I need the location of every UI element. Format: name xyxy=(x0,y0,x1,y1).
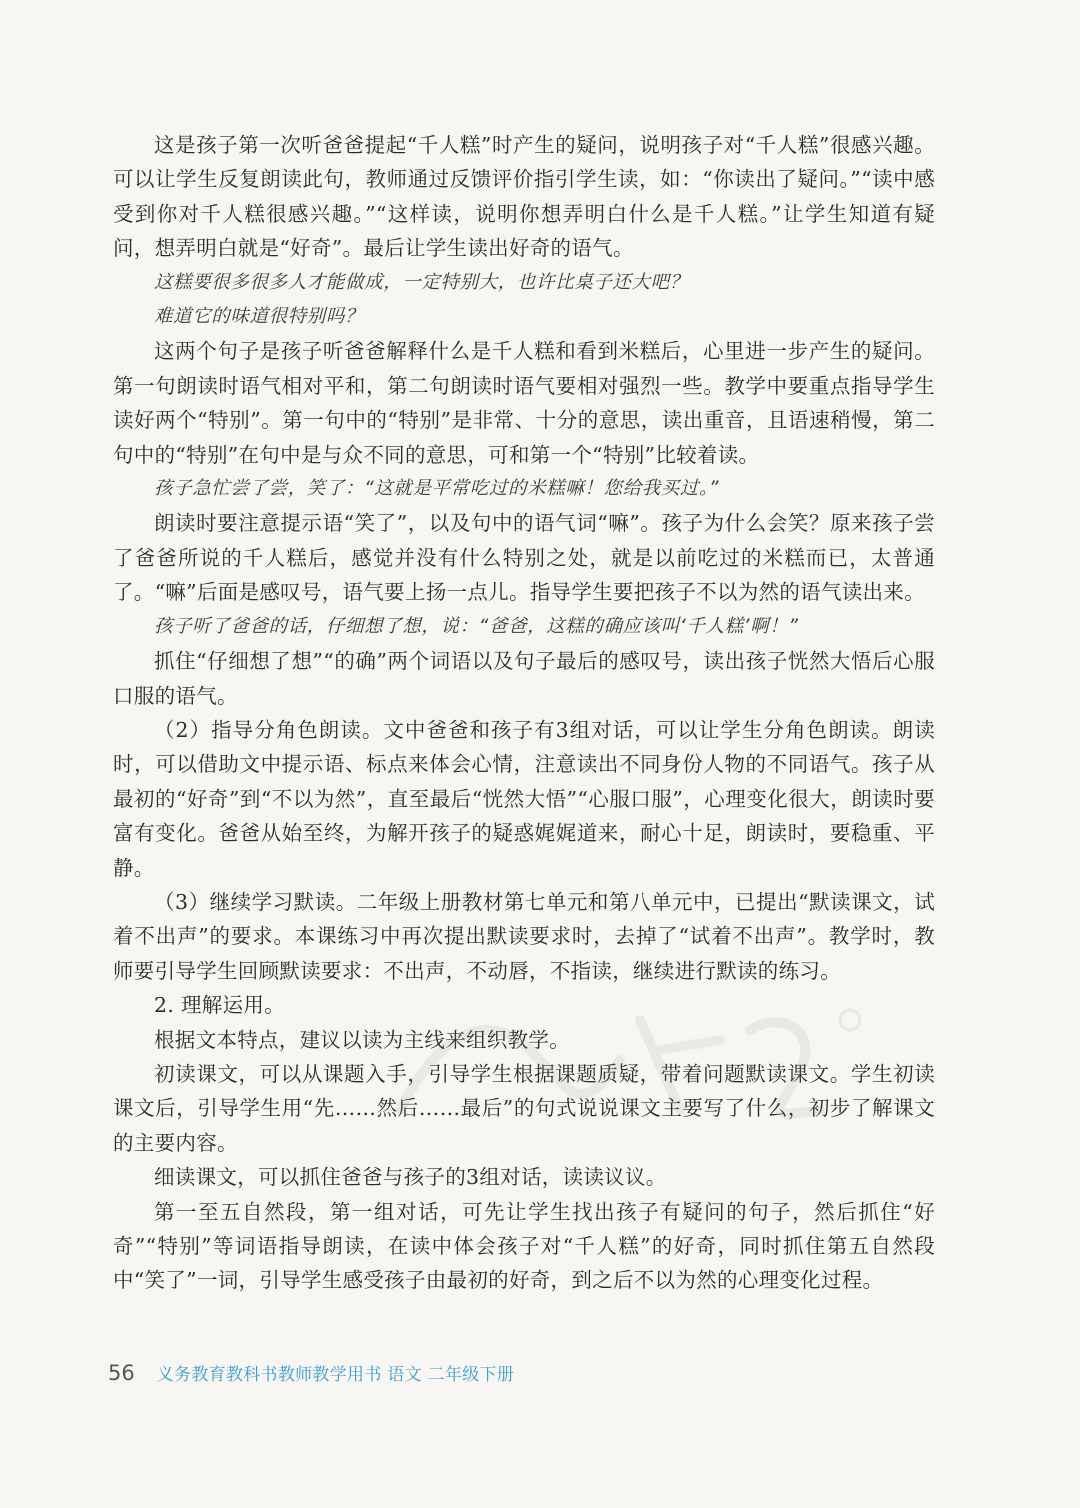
quoted-sentence: 孩子听了爸爸的话，仔细想了想，说：“爸爸，这糕的确应该叫‘千人糕’啊！” xyxy=(154,615,799,637)
quoted-sentence: 这糕要很多很多人才能做成，一定特别大，也许比桌子还大吧？ xyxy=(154,271,689,293)
book-title: 义务教育教科书教师教学用书 语文 二年级下册 xyxy=(156,1365,515,1385)
page-number: 56 xyxy=(108,1361,135,1385)
paragraph: （2）指导分角色朗读。文中爸爸和孩子有3组对话，可以让学生分角色朗读。朗读时，可以借助文中提示语、标点来体会心情，注意读出不同身份人物的不同语气。孩子从最初的“好奇”到“不以为然”，直至最后“恍然大悟”“心服口服”，心理变化很大，朗读时要富有变化。爸爸从始至终，为解开孩子的疑惑娓娓道来，耐心十足，朗读时，要稳重、平静。 xyxy=(113,717,935,880)
section-heading: 2. 理解运用。 xyxy=(154,993,285,1018)
paragraph: 朗读时要注意提示语“笑了”，以及句中的语气词“嘛”。孩子为什么会笑？原来孩子尝了爸爸所说的千人糕后，感觉并没有什么特别之处，就是以前吃过的米糕而已，太普通了。“嘛”后面是感叹号，语气要上扬一点儿。指导学生要把孩子不以为然的语气读出来。 xyxy=(113,511,935,605)
paragraph: 细读课文，可以抓住爸爸与孩子的3组对话，读读议议。 xyxy=(154,1165,667,1190)
quoted-sentence: 难道它的味道很特别吗？ xyxy=(154,306,365,328)
paragraph: （3）继续学习默读。二年级上册教材第七单元和第八单元中，已提出“默读课文，试着不出声”的要求。本课练习中再次提出默读要求时，去掉了“试着不出声”。教学时，教师要引导学生回顾默读要求：不出声，不动唇，不指读，继续进行默读的练习。 xyxy=(113,889,935,983)
paragraph: 这是孩子第一次听爸爸提起“千人糕”时产生的疑问，说明孩子对“千人糕”很感兴趣。可以让学生反复朗读此句，教师通过反馈评价指引学生读，如：“你读出了疑问。”“读中感受到你对千人糕很感兴趣。”“这样读，说明你想弄明白什么是千人糕。”让学生知道有疑问，想弄明白就是“好奇”。最后让学生读出好奇的语气。 xyxy=(113,133,935,261)
quoted-sentence: 孩子急忙尝了尝，笑了：“这就是平常吃过的米糕嘛！您给我买过。” xyxy=(154,478,720,500)
paragraph: 初读课文，可以从课题入手，引导学生根据课题质疑，带着问题默读课文。学生初读课文后，引导学生用“先……然后……最后”的句式说说课文主要写了什么，初步了解课文的主要内容。 xyxy=(113,1061,935,1155)
page-footer xyxy=(108,1360,514,1385)
watermark-logo xyxy=(380,990,880,1130)
paragraph: 根据文本特点，建议以读为主线来组织教学。 xyxy=(154,1027,570,1052)
paragraph: 第一至五自然段，第一组对话，可先让学生找出孩子有疑问的句子，然后抓住“好奇”“特别”等词语指导朗读，在读中体会孩子对“千人糕”的好奇，同时抓住第五自然段中“笑了”一词，引导学生感受孩子由最初的好奇，到之后不以为然的心理变化过程。 xyxy=(113,1199,935,1293)
paragraph: 这两个句子是孩子听爸爸解释什么是千人糕和看到米糕后，心里进一步产生的疑问。第一句朗读时语气相对平和，第二句朗读时语气要相对强烈一些。教学中要重点指导学生读好两个“特别”。第一句中的“特别”是非常、十分的意思，读出重音，且语速稍慢，第二句中的“特别”在句中是与众不同的意思，可和第一个“特别”比较着读。 xyxy=(113,339,935,467)
paragraph: 抓住“仔细想了想”“的确”两个词语以及句子最后的感叹号，读出孩子恍然大悟后心服口服的语气。 xyxy=(113,649,935,708)
